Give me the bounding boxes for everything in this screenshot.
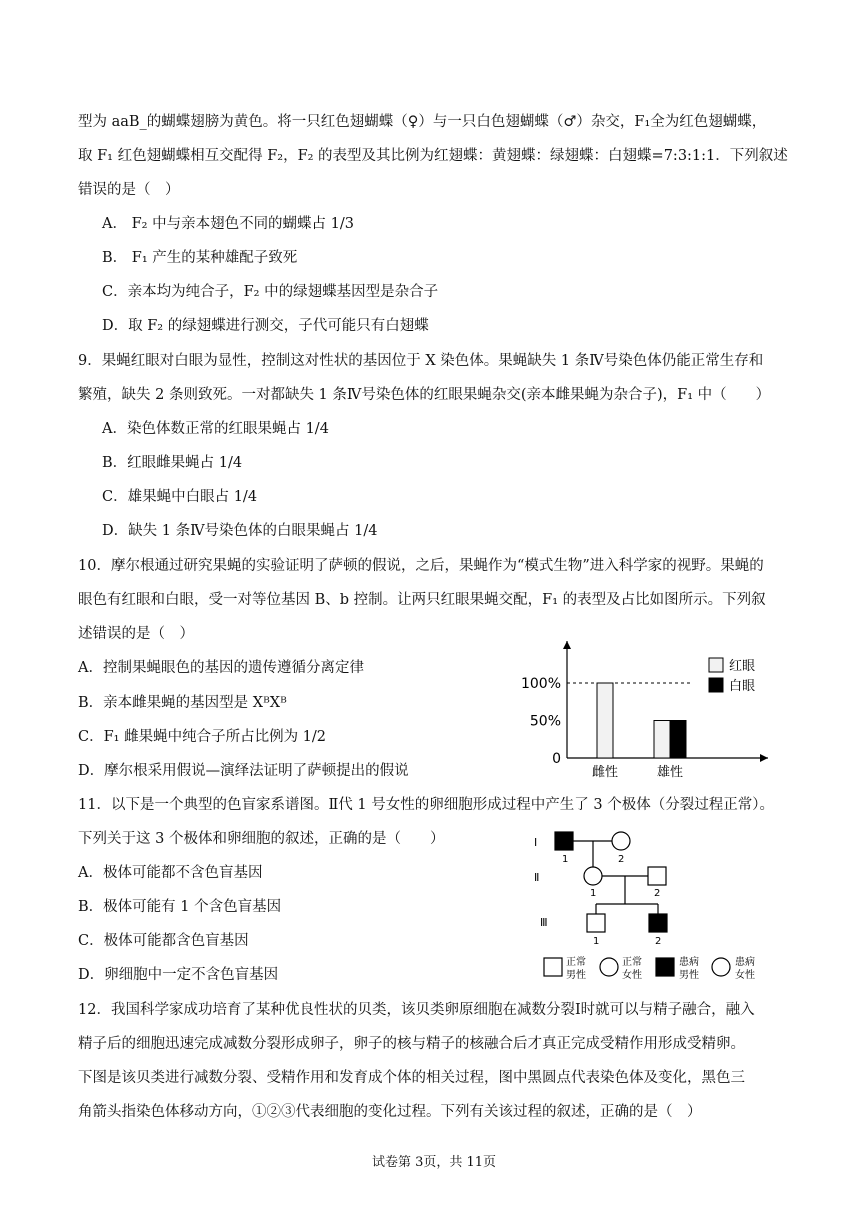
q9-option-a: A．染色体数正常的红眼果蝇占 1/4 xyxy=(102,421,329,437)
legend-swatch-白眼 xyxy=(709,678,723,692)
q11-stem-line1: 11．以下是一个典型的色盲家系谱图。Ⅱ代 1 号女性的卵细胞形成过程中产生了 3 个极体（分裂过程正常）。 xyxy=(78,797,774,813)
gen-label-2: Ⅱ xyxy=(534,871,540,884)
gen1-female-2 xyxy=(612,832,630,850)
color-blindness-pedigree xyxy=(528,826,778,986)
q12-stem-line1: 12．我国科学家成功培育了某种优良性状的贝类，该贝类卵原细胞在减数分裂Ⅰ时就可以与精子融合，融入 xyxy=(78,1002,755,1018)
q11-stem-line2: 下列关于这 3 个极体和卵细胞的叙述，正确的是（ ） xyxy=(78,831,445,847)
q11-option-c: C．极体可能都含色盲基因 xyxy=(78,933,249,949)
q11-option-d: D．卵细胞中一定不含色盲基因 xyxy=(78,967,279,983)
gen2-male-2 xyxy=(648,867,666,885)
legend-affected-female-l2: 女性 xyxy=(735,970,755,981)
q8-stem-line2: 取 F₁ 红色翅蝴蝶相互交配得 F₂，F₂ 的表型及其比例为红翅蝶：黄翅蝶：绿翅蝶：白翅蝶=7:3:1:1．下列叙述 xyxy=(78,148,788,164)
q8-stem-line1: 型为 aaB_的蝴蝶翅膀为黄色。将一只红色翅蝴蝶（♀）与一只白色翅蝴蝶（♂）杂交，F₁全为红色翅蝴蝶， xyxy=(78,114,767,130)
legend-affected-male-l2: 男性 xyxy=(679,970,699,981)
legend-affected-male-icon xyxy=(656,958,674,976)
legend-affected-male-l1: 患病 xyxy=(679,957,699,968)
q9-option-b: B．红眼雌果蝇占 1/4 xyxy=(102,455,243,471)
q8-option-b: B． F₁ 产生的某种雄配子致死 xyxy=(102,250,298,266)
x-tick-label: 雄性 xyxy=(656,765,684,780)
gen3-num-2: 2 xyxy=(655,936,662,947)
legend-normal-male-icon xyxy=(544,958,562,976)
q9-option-c: C．雄果蝇中白眼占 1/4 xyxy=(102,489,258,505)
q10-option-c: C．F₁ 雌果蝇中纯合子所占比例为 1/2 xyxy=(78,729,327,745)
page-footer: 试卷第 3页，共 11页 xyxy=(371,1155,497,1170)
gen3-num-1: 1 xyxy=(593,936,600,947)
gen-label-3: Ⅲ xyxy=(540,916,548,929)
q11-option-b: B．极体可能有 1 个含色盲基因 xyxy=(78,899,282,915)
gen1-num-2: 2 xyxy=(618,854,625,865)
gen-label-1: Ⅰ xyxy=(534,836,538,849)
q10-stem-line2: 眼色有红眼和白眼，受一对等位基因 B、b 控制。让两只红眼果蝇交配，F₁ 的表型及占比如图所示。下列叙 xyxy=(78,592,766,608)
legend-label: 红眼 xyxy=(729,659,756,674)
legend-normal-female-l2: 女性 xyxy=(622,970,642,981)
q9-option-d: D．缺失 1 条Ⅳ号染色体的白眼果蝇占 1/4 xyxy=(102,523,378,539)
q9-stem-line2: 繁殖，缺失 2 条则致死。一对都缺失 1 条Ⅳ号染色体的红眼果蝇杂交(亲本雌果蝇为杂合子)，F₁ 中（ ） xyxy=(78,387,771,403)
q8-option-d: D．取 F₂ 的绿翅蝶进行测交，子代可能只有白翅蝶 xyxy=(102,318,429,334)
gen2-num-2: 2 xyxy=(654,888,661,899)
q10-option-b: B．亲本雌果蝇的基因型是 XᴮXᴮ xyxy=(78,695,287,711)
bar-雄性-白眼 xyxy=(670,721,686,759)
q8-stem-line3: 错误的是（ ） xyxy=(78,182,180,198)
legend-normal-female-icon xyxy=(600,958,618,976)
q9-stem-line1: 9．果蝇红眼对白眼为显性，控制这对性状的基因位于 X 染色体。果蝇缺失 1 条Ⅳ号染色体仍能正常生存和 xyxy=(78,353,764,369)
y-tick-label: 0 xyxy=(552,751,561,767)
x-tick-label: 雌性 xyxy=(591,765,619,780)
y-tick-label: 100% xyxy=(520,676,561,692)
legend-normal-male-l2: 男性 xyxy=(566,970,586,981)
legend-affected-female-l1: 患病 xyxy=(735,957,755,968)
gen3-male-2-affected xyxy=(649,914,667,932)
q10-stem-line1: 10．摩尔根通过研究果蝇的实验证明了萨顿的假说，之后，果蝇作为“模式生物”进入科学家的视野。果蝇的 xyxy=(78,558,764,574)
q10-option-d: D．摩尔根采用假说—演绎法证明了萨顿提出的假说 xyxy=(78,763,409,779)
q12-stem-line3: 下图是该贝类进行减数分裂、受精作用和发育成个体的相关过程，图中黑圆点代表染色体及变化，黑色三 xyxy=(78,1070,745,1086)
legend-normal-male-l1: 正常 xyxy=(566,957,586,968)
q8-option-c: C．亲本均为纯合子，F₂ 中的绿翅蝶基因型是杂合子 xyxy=(102,284,439,300)
gen1-male-1-affected xyxy=(555,832,573,850)
y-tick-label: 50% xyxy=(529,713,561,730)
bar-雄性-红眼 xyxy=(654,721,670,759)
q10-stem-line3: 述错误的是（ ） xyxy=(78,626,194,642)
bar-雌性-红眼 xyxy=(597,683,613,758)
q12-stem-line2: 精子后的细胞迅速完成减数分裂形成卵子，卵子的核与精子的核融合后才真正完成受精作用形成受精卵。 xyxy=(78,1036,745,1052)
x-axis-arrow xyxy=(760,754,768,762)
q12-stem-line4: 角箭头指染色体移动方向，①②③代表细胞的变化过程。下列有关该过程的叙述，正确的是（ ） xyxy=(78,1104,702,1120)
legend-normal-female-l1: 正常 xyxy=(622,957,642,968)
q10-option-a: A．控制果蝇眼色的基因的遗传遵循分离定律 xyxy=(78,660,364,676)
q8-option-a: A． F₂ 中与亲本翅色不同的蝴蝶占 1/3 xyxy=(102,216,355,232)
y-axis-arrow xyxy=(563,641,571,649)
gen3-male-1 xyxy=(587,914,605,932)
eye-color-bar-chart xyxy=(500,636,790,786)
legend-label: 白眼 xyxy=(729,679,756,694)
legend-swatch-红眼 xyxy=(709,658,723,672)
legend-affected-female-icon xyxy=(712,958,730,976)
gen2-female-1 xyxy=(584,867,602,885)
q11-option-a: A．极体可能都不含色盲基因 xyxy=(78,865,263,881)
gen2-num-1: 1 xyxy=(590,888,597,899)
gen1-num-1: 1 xyxy=(562,854,569,865)
